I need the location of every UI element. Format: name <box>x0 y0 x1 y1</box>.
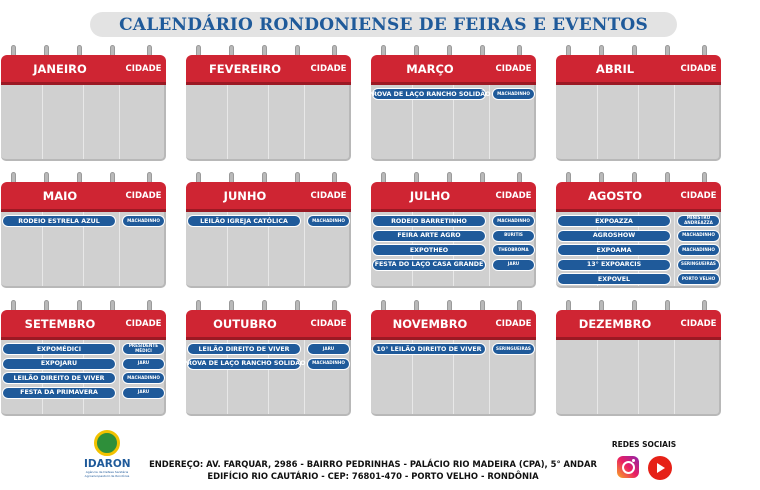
month-card-12 <box>556 300 721 416</box>
event-city: MACHADINHO <box>307 358 350 370</box>
event-city: THEOBROMA <box>492 244 535 256</box>
address-block <box>138 458 608 482</box>
event-row <box>371 230 536 243</box>
column-divider <box>268 85 269 159</box>
event-name: EXPOTHEO <box>372 244 486 256</box>
youtube-icon[interactable] <box>648 456 672 480</box>
cidade-label: CIDADE <box>125 318 162 329</box>
instagram-icon[interactable] <box>617 456 639 478</box>
column-divider <box>119 85 120 159</box>
event-name: EXPOJARU <box>2 358 116 370</box>
column-divider <box>638 340 639 414</box>
event-list <box>1 215 166 230</box>
title-banner <box>90 12 677 37</box>
event-name: 13° EXPOARCIS <box>557 259 671 271</box>
event-list <box>182 343 351 372</box>
column-divider <box>674 85 675 159</box>
event-city: MACHADINHO <box>307 215 350 227</box>
month-name: JULHO <box>409 188 451 203</box>
month-name: MAIO <box>42 188 78 203</box>
event-name: LEILÃO DIREITO DE VIVER <box>2 372 116 384</box>
event-row <box>371 244 536 257</box>
event-row <box>371 259 536 272</box>
event-name: EXPOMÉDICI <box>2 343 116 355</box>
event-row <box>556 215 721 228</box>
event-name: PROVA DE LAÇO RANCHO SOLIDÃO <box>187 358 301 370</box>
event-list <box>556 215 721 288</box>
cidade-label: CIDADE <box>680 318 717 329</box>
event-city: SERINGUEIRAS <box>677 259 720 271</box>
event-row <box>186 343 351 356</box>
address-line-2: EDIFÍCIO RIO CAUTÁRIO - CEP: 76801-470 - PORTO VELHO - RONDÔNIA <box>207 471 539 481</box>
month-card-10 <box>182 300 351 416</box>
event-city: BURITIS <box>492 230 535 242</box>
event-name: EXPOVEL <box>557 273 671 285</box>
cidade-label: CIDADE <box>310 318 347 329</box>
column-divider <box>597 340 598 414</box>
event-list <box>367 88 536 103</box>
event-name: RODEIO BARRETINHO <box>372 215 486 227</box>
cidade-label: CIDADE <box>680 190 717 201</box>
month-name: NOVEMBRO <box>392 316 468 331</box>
month-header <box>556 310 721 340</box>
event-row <box>1 387 166 400</box>
column-divider <box>638 85 639 159</box>
month-name: FEVEREIRO <box>208 61 282 76</box>
event-city: JARU <box>122 387 165 399</box>
event-city: MACHADINHO <box>122 215 165 227</box>
month-card-4 <box>556 45 721 161</box>
event-city: MACHADINHO <box>677 244 720 256</box>
address-line-1: ENDEREÇO: AV. FARQUAR, 2986 - BAIRRO PEDRINHAS - PALÁCIO RIO MADEIRA (CPA), 5° ANDAR <box>149 459 597 469</box>
column-divider <box>227 85 228 159</box>
event-city: SERINGUEIRAS <box>492 343 535 355</box>
event-list <box>371 215 536 273</box>
event-name: EXPOAZZA <box>557 215 671 227</box>
event-city: JARU <box>492 259 535 271</box>
event-list <box>186 215 351 230</box>
logo-text: IDARON <box>84 458 131 470</box>
month-card-2 <box>186 45 351 161</box>
month-header <box>1 55 166 85</box>
month-card-3 <box>367 45 536 161</box>
event-name: RODEIO ESTRELA AZUL <box>2 215 116 227</box>
event-row <box>1 343 166 356</box>
month-card-1 <box>1 45 166 161</box>
logo-emblem-icon <box>94 430 120 456</box>
event-name: FESTA DO LAÇO CASA GRANDE <box>372 259 486 271</box>
column-divider <box>597 85 598 159</box>
month-header <box>371 182 536 212</box>
event-name: AGROSHOW <box>557 230 671 242</box>
cidade-label: CIDADE <box>125 190 162 201</box>
event-city: MACHADINHO <box>122 372 165 384</box>
cidade-label: CIDADE <box>310 63 347 74</box>
event-name: 10° LEILÃO DIREITO DE VIVER <box>372 343 486 355</box>
month-name: DEZEMBRO <box>578 316 652 331</box>
event-list <box>1 343 166 401</box>
event-row <box>371 215 536 228</box>
month-name: MARÇO <box>406 61 454 76</box>
month-name: OUTUBRO <box>213 316 277 331</box>
month-body <box>556 85 721 161</box>
event-list <box>371 343 536 358</box>
event-name: LEILÃO IGREJA CATÓLICA <box>187 215 301 227</box>
cidade-label: CIDADE <box>495 63 532 74</box>
cidade-label: CIDADE <box>680 63 717 74</box>
cidade-label: CIDADE <box>495 190 532 201</box>
column-divider <box>304 85 305 159</box>
month-name: JANEIRO <box>33 61 87 76</box>
month-name: JUNHO <box>223 188 267 203</box>
event-name: FEIRA ARTE AGRO <box>372 230 486 242</box>
month-header <box>1 310 166 340</box>
column-divider <box>674 340 675 414</box>
social-title: REDES SOCIAIS <box>611 440 677 449</box>
event-name: FESTA DA PRIMAVERA <box>2 387 116 399</box>
month-card-5 <box>1 172 166 288</box>
event-city: JARU <box>307 343 350 355</box>
event-row <box>1 358 166 371</box>
event-row <box>556 230 721 243</box>
month-name: AGOSTO <box>587 188 643 203</box>
event-city: MINISTRO ANDREAZZA <box>677 215 720 227</box>
logo-subtitle: Agência de Defesa Sanitária Agrosilvopastoril de Rondônia <box>84 470 130 478</box>
event-name: EXPOAMA <box>557 244 671 256</box>
idaron-logo <box>84 430 130 486</box>
event-city: MACHADINHO <box>677 230 720 242</box>
event-row <box>182 358 351 371</box>
month-card-11 <box>371 300 536 416</box>
event-city: PORTO VELHO <box>677 273 720 285</box>
month-card-7 <box>371 172 536 288</box>
event-name: PROVA DE LAÇO RANCHO SOLIDÃO <box>372 88 486 100</box>
column-divider <box>42 85 43 159</box>
event-city: MACHADINHO <box>492 88 535 100</box>
month-header <box>371 55 536 85</box>
month-card-9 <box>1 300 166 416</box>
cidade-label: CIDADE <box>125 63 162 74</box>
month-name: ABRIL <box>595 61 635 76</box>
month-header <box>371 310 536 340</box>
event-row <box>1 215 166 228</box>
month-header <box>186 310 351 340</box>
month-header <box>556 182 721 212</box>
month-name: SETEMBRO <box>24 316 96 331</box>
month-card-8 <box>556 172 721 288</box>
event-row <box>367 88 536 101</box>
month-body <box>1 85 166 161</box>
event-name: LEILÃO DIREITO DE VIVER <box>187 343 301 355</box>
page-title: CALENDÁRIO RONDONIENSE DE FEIRAS E EVENTOS <box>119 14 648 35</box>
month-body <box>186 85 351 161</box>
month-header <box>186 182 351 212</box>
event-city: JARU <box>122 358 165 370</box>
column-divider <box>83 85 84 159</box>
event-row <box>556 259 721 272</box>
month-header <box>556 55 721 85</box>
event-city: MACHADINHO <box>492 215 535 227</box>
month-card-6 <box>186 172 351 288</box>
event-row <box>556 273 721 286</box>
event-row <box>556 244 721 257</box>
month-header <box>1 182 166 212</box>
month-header <box>186 55 351 85</box>
cidade-label: CIDADE <box>495 318 532 329</box>
event-city: PRESIDENTE MÉDICI <box>122 343 165 355</box>
event-row <box>371 343 536 356</box>
event-row <box>186 215 351 228</box>
month-body <box>556 340 721 416</box>
event-row <box>1 372 166 385</box>
cidade-label: CIDADE <box>310 190 347 201</box>
